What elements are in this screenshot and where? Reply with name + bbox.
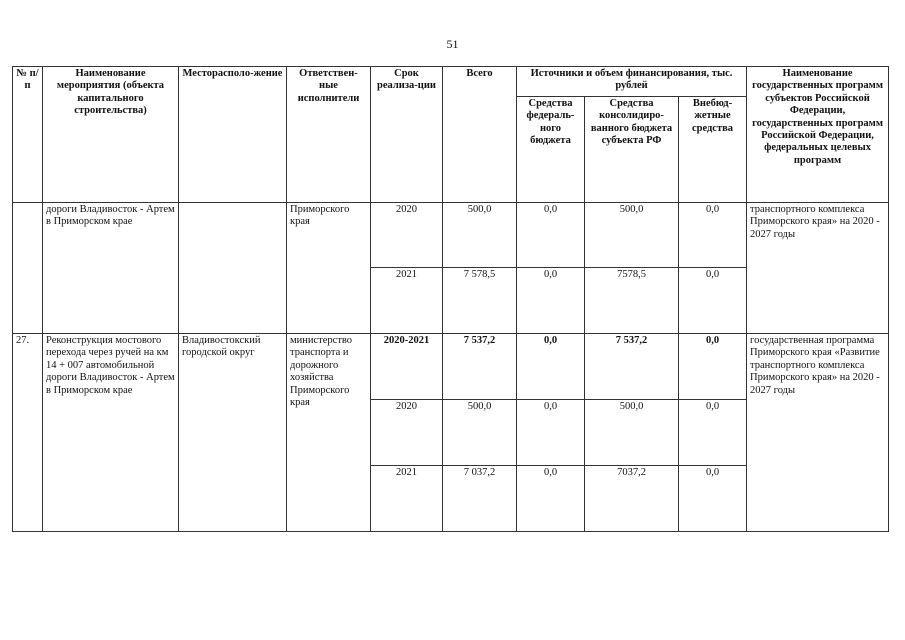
row-consolidated-cell: 7 537,2 [585,334,679,400]
header-period: Срок реализа-ции [371,67,443,203]
row-extra-cell: 0,0 [679,334,747,400]
row-program-cell: транспортного комплекса Приморского края» на 2020 - 2027 годы [747,203,889,334]
row-executors-cell: министерство транспорта и дорожного хозяйства Приморского края [287,334,371,532]
financing-table [12,66,889,532]
row-num-cell [13,203,43,334]
header-total: Всего [443,67,517,203]
row-name-cell: Реконструкция мостового перехода через ручей на км 14 + 007 автомобильной дороги Владивосток - Артем в Приморском крае [43,334,179,532]
row-name-cell: дороги Владивосток - Артем в Приморском крае [43,203,179,334]
header-num: № п/п [13,67,43,203]
header-location: Месторасполо-жение [179,67,287,203]
row-total-cell: 7 578,5 [443,268,517,334]
table-row [13,334,889,400]
page-number: 51 [446,37,459,51]
row-location-cell: Владивостокский городской округ [179,334,287,532]
row-extra-cell: 0,0 [679,203,747,268]
header-programs: Наименование государственных программ субъектов Российской Федерации, государственных программ Российской Федерации, федеральных целевых программ [747,67,889,203]
row-year-cell: 2021 [371,268,443,334]
header-extra: Внебюд-жетные средства [679,97,747,203]
row-program-cell: государственная программа Приморского края «Развитие транспортного комплекса Приморского края» на 2020 - 2027 годы [747,334,889,532]
row-consolidated-cell: 7578,5 [585,268,679,334]
row-extra-cell: 0,0 [679,400,747,466]
header-sources: Источники и объем финансирования, тыс. рублей [517,67,747,97]
row-total-cell: 500,0 [443,400,517,466]
header-executors: Ответствен-ные исполнители [287,67,371,203]
row-total-cell: 7 537,2 [443,334,517,400]
row-year-cell: 2020 [371,203,443,268]
row-year-cell: 2021 [371,466,443,532]
row-executors-cell: Приморского края [287,203,371,334]
row-federal-cell: 0,0 [517,268,585,334]
header-federal: Средства федераль-ного бюджета [517,97,585,203]
row-federal-cell: 0,0 [517,203,585,268]
row-extra-cell: 0,0 [679,268,747,334]
row-location-cell [179,203,287,334]
header-name: Наименование мероприятия (объекта капитального строительства) [43,67,179,203]
row-consolidated-cell: 7037,2 [585,466,679,532]
row-total-cell: 7 037,2 [443,466,517,532]
row-consolidated-cell: 500,0 [585,400,679,466]
row-federal-cell: 0,0 [517,466,585,532]
row-federal-cell: 0,0 [517,400,585,466]
header-row [13,67,889,97]
row-federal-cell: 0,0 [517,334,585,400]
row-consolidated-cell: 500,0 [585,203,679,268]
row-year-cell: 2020 [371,400,443,466]
row-num-cell: 27. [13,334,43,532]
row-year-cell: 2020-2021 [371,334,443,400]
row-total-cell: 500,0 [443,203,517,268]
row-extra-cell: 0,0 [679,466,747,532]
header-consolidated: Средства консолидиро-ванного бюджета субъекта РФ [585,97,679,203]
table-row [13,203,889,268]
